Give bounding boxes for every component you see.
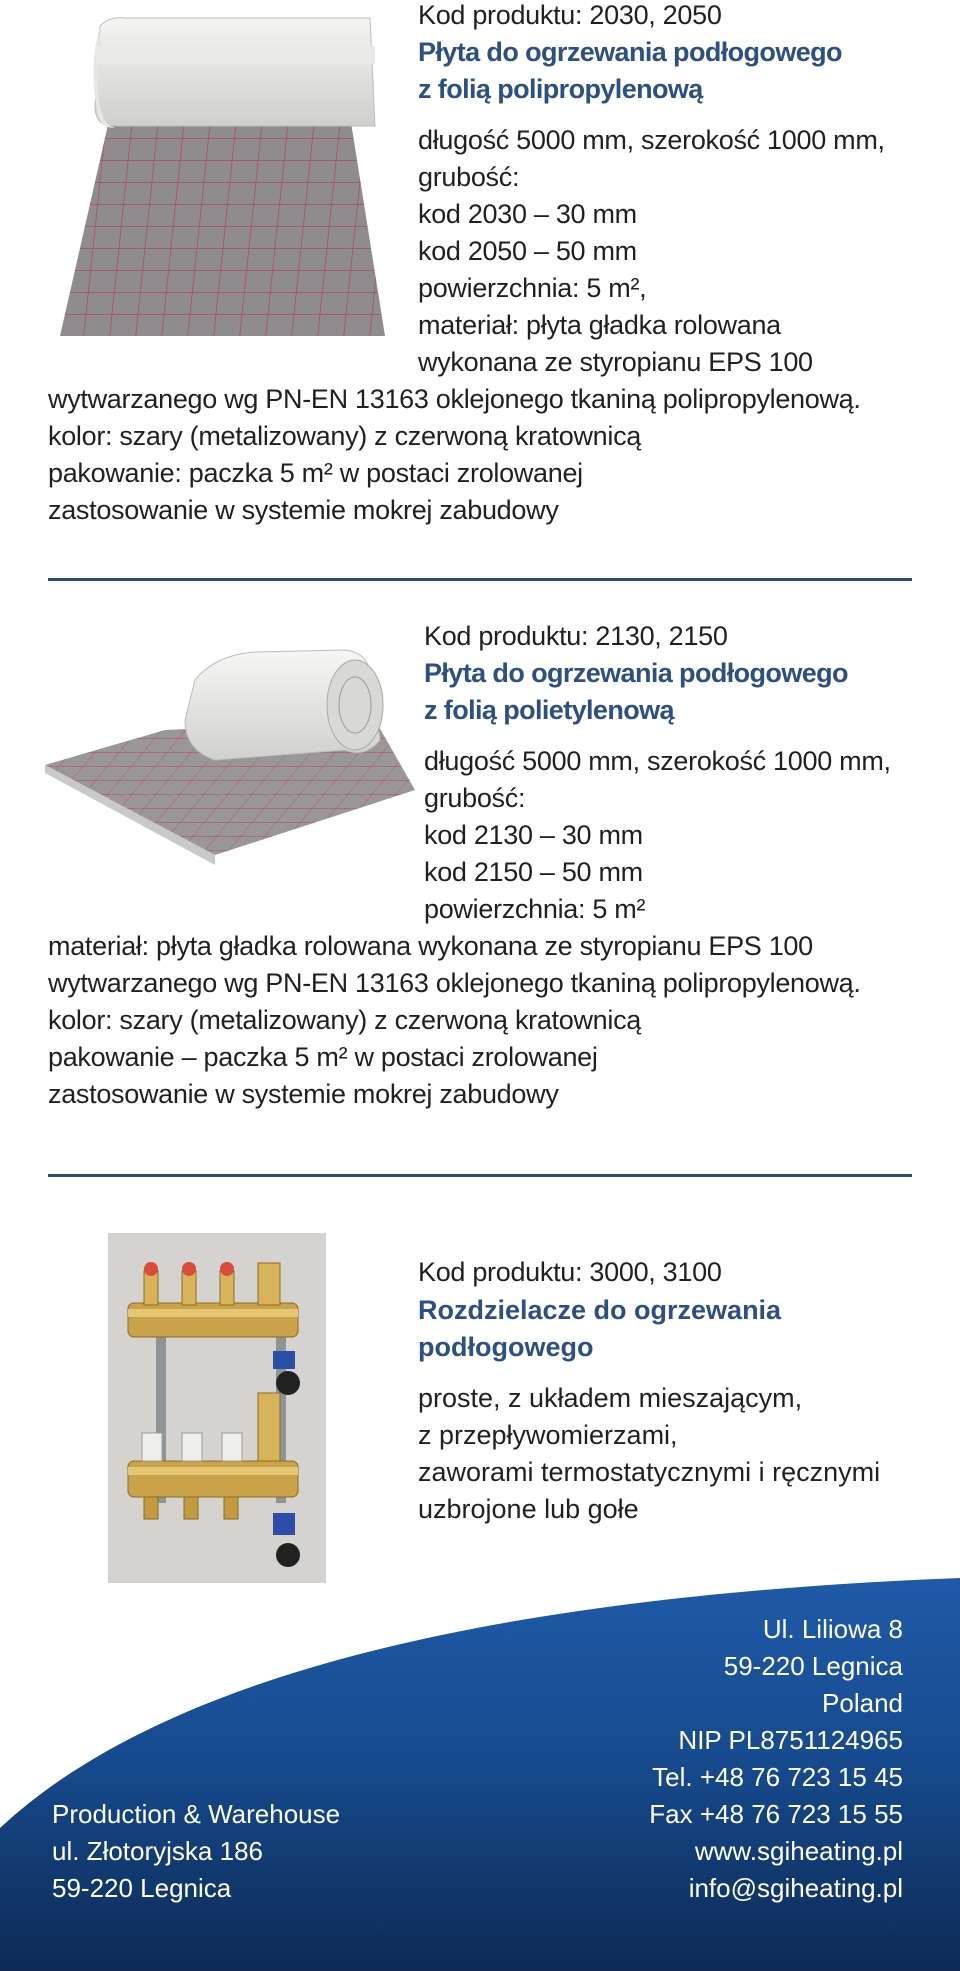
spec-line: kod 2030 – 30 mm	[418, 199, 637, 229]
spec-line: wytwarzanego wg PN-EN 13163 oklejonego tkaniną polipropylenową.	[48, 384, 861, 414]
insulation-roll-red-grid-image	[40, 6, 420, 336]
spec-line: długość 5000 mm, szerokość 1000 mm,	[424, 746, 891, 776]
spec-line: pakowanie – paczka 5 m² w postaci zrolowanej	[48, 1042, 598, 1072]
product-title-line1: Płyta do ogrzewania podłogowego	[424, 658, 848, 688]
footer-nip: NIP PL8751124965	[678, 1725, 903, 1755]
spec-line: kod 2150 – 50 mm	[424, 857, 643, 887]
spec-line: wykonana ze styropianu EPS 100	[418, 347, 813, 377]
footer-address-country: Poland	[822, 1688, 903, 1718]
footer-address-city: 59-220 Legnica	[723, 1651, 903, 1681]
footer-warehouse-line: 59-220 Legnica	[52, 1873, 232, 1903]
spec-line: materiał: płyta gładka rolowana	[418, 310, 781, 340]
spec-line: materiał: płyta gładka rolowana wykonana ze styropianu EPS 100	[48, 931, 813, 961]
product-title-line1: Rozdzielacze do ogrzewania	[418, 1295, 782, 1325]
footer-warehouse-line: ul. Złotoryjska 186	[52, 1836, 263, 1866]
spec-line: powierzchnia: 5 m²	[424, 894, 646, 924]
product-code: Kod produktu: 3000, 3100	[418, 1257, 722, 1287]
section-divider	[48, 578, 912, 581]
product-title-line2: podłogowego	[418, 1332, 594, 1362]
spec-line: powierzchnia: 5 m²,	[418, 273, 647, 303]
footer-fax: Fax +48 76 723 15 55	[649, 1799, 903, 1829]
insulation-roll-flat-image	[45, 640, 425, 870]
spec-line: grubość:	[418, 162, 520, 192]
product-code: Kod produktu: 2130, 2150	[424, 621, 728, 651]
spec-line: zastosowanie w systemie mokrej zabudowy	[48, 1079, 559, 1109]
spec-line: kod 2130 – 30 mm	[424, 820, 643, 850]
product-title-line2: z folią polipropylenową	[418, 74, 703, 104]
product-title-line2: z folią polietylenową	[424, 695, 674, 725]
spec-line: kolor: szary (metalizowany) z czerwoną kratownicą	[48, 1005, 641, 1035]
footer-email-link[interactable]: info@sgiheating.pl	[688, 1873, 903, 1903]
spec-line: kolor: szary (metalizowany) z czerwoną kratownicą	[48, 421, 641, 451]
spec-line: z przepływomierzami,	[418, 1420, 678, 1450]
section-divider	[48, 1174, 912, 1177]
footer-phone: Tel. +48 76 723 15 45	[652, 1762, 903, 1792]
floor-heating-manifold-image	[108, 1233, 326, 1583]
product-title-line1: Płyta do ogrzewania podłogowego	[418, 37, 842, 67]
spec-line: długość 5000 mm, szerokość 1000 mm,	[418, 125, 885, 155]
footer-warehouse-line: Production & Warehouse	[52, 1799, 341, 1829]
product-code: Kod produktu: 2030, 2050	[418, 0, 722, 30]
spec-line: grubość:	[424, 783, 526, 813]
spec-line: pakowanie: paczka 5 m² w postaci zrolowanej	[48, 458, 583, 488]
footer-website-link[interactable]: www.sgiheating.pl	[694, 1836, 903, 1866]
spec-line: proste, z układem mieszającym,	[418, 1383, 803, 1413]
spec-line: kod 2050 – 50 mm	[418, 236, 637, 266]
footer-address-street: Ul. Liliowa 8	[762, 1614, 903, 1644]
spec-line: zastosowanie w systemie mokrej zabudowy	[48, 495, 559, 525]
spec-line: uzbrojone lub gołe	[418, 1494, 639, 1524]
spec-line: zaworami termostatycznymi i ręcznymi	[418, 1457, 881, 1487]
spec-line: wytwarzanego wg PN-EN 13163 oklejonego tkaniną polipropylenową.	[48, 968, 861, 998]
